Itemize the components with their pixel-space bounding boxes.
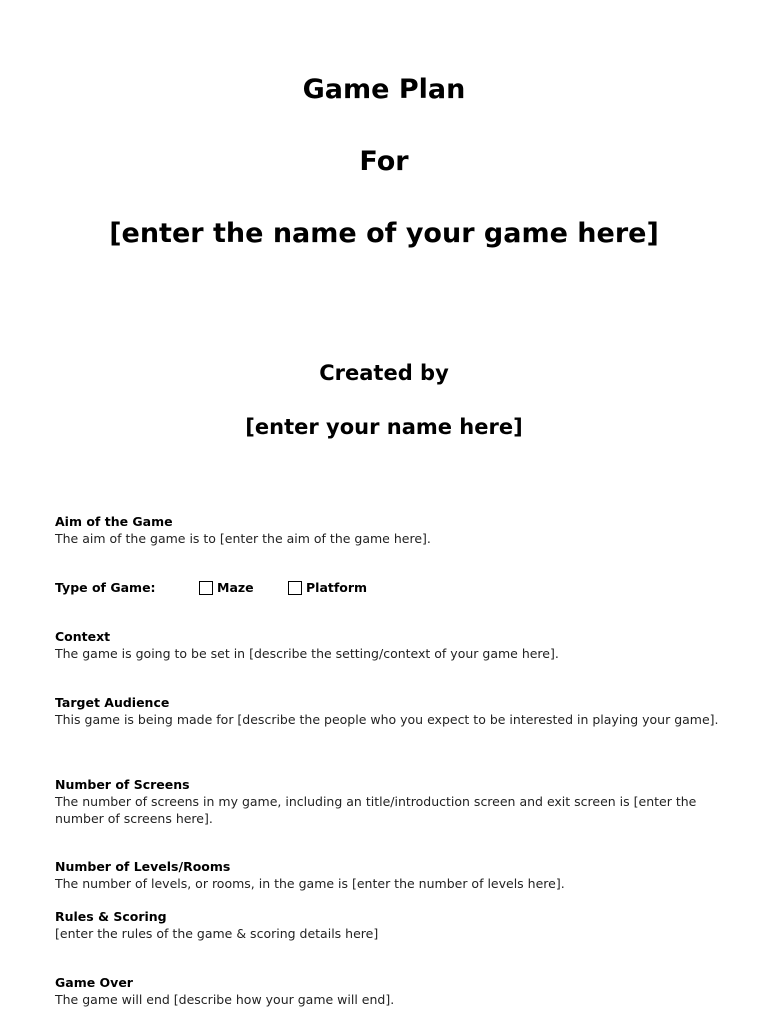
document-title: Game Plan: [302, 74, 466, 105]
screens-text: The number of screens in my game, including an title/introduction screen and exit screen is [enter the number of screens here].: [55, 794, 697, 826]
levels-heading: Number of Levels/Rooms: [55, 859, 231, 874]
screens-heading: Number of Screens: [55, 777, 190, 792]
maze-label: Maze: [217, 580, 254, 595]
section-aim: [55, 513, 720, 547]
section-number-of-levels: [55, 858, 720, 892]
section-context: [55, 628, 720, 662]
game-name-placeholder: [enter the name of your game here]: [109, 218, 659, 249]
rules-heading: Rules & Scoring: [55, 909, 167, 924]
rules-text: [enter the rules of the game & scoring details here]: [55, 926, 379, 941]
maze-option[interactable]: [199, 579, 254, 597]
gameover-text: The game will end [describe how your game will end].: [55, 992, 395, 1007]
section-game-over: [55, 974, 720, 1008]
author-name-placeholder: [enter your name here]: [245, 415, 523, 439]
section-rules-scoring: [55, 908, 720, 942]
aim-text: The aim of the game is to [enter the aim of the game here].: [55, 531, 431, 546]
platform-checkbox[interactable]: [288, 581, 302, 595]
context-heading: Context: [55, 629, 111, 644]
platform-option[interactable]: [288, 579, 367, 597]
section-target-audience: [55, 694, 720, 728]
platform-label: Platform: [306, 580, 368, 595]
section-type-of-game: [55, 579, 455, 597]
type-heading: Type of Game:: [55, 580, 156, 595]
context-text: The game is going to be set in [describe the setting/context of your game here].: [55, 646, 559, 661]
levels-text: The number of levels, or rooms, in the game is [enter the number of levels here].: [55, 876, 565, 891]
audience-heading: Target Audience: [55, 695, 170, 710]
maze-checkbox[interactable]: [199, 581, 213, 595]
aim-heading: Aim of the Game: [55, 514, 173, 529]
audience-text: This game is being made for [describe the people who you expect to be interested in playing your game].: [55, 712, 719, 727]
created-by-label: Created by: [319, 361, 449, 385]
title-for: For: [359, 146, 409, 177]
section-number-of-screens: [55, 776, 720, 827]
gameover-heading: Game Over: [55, 975, 133, 990]
